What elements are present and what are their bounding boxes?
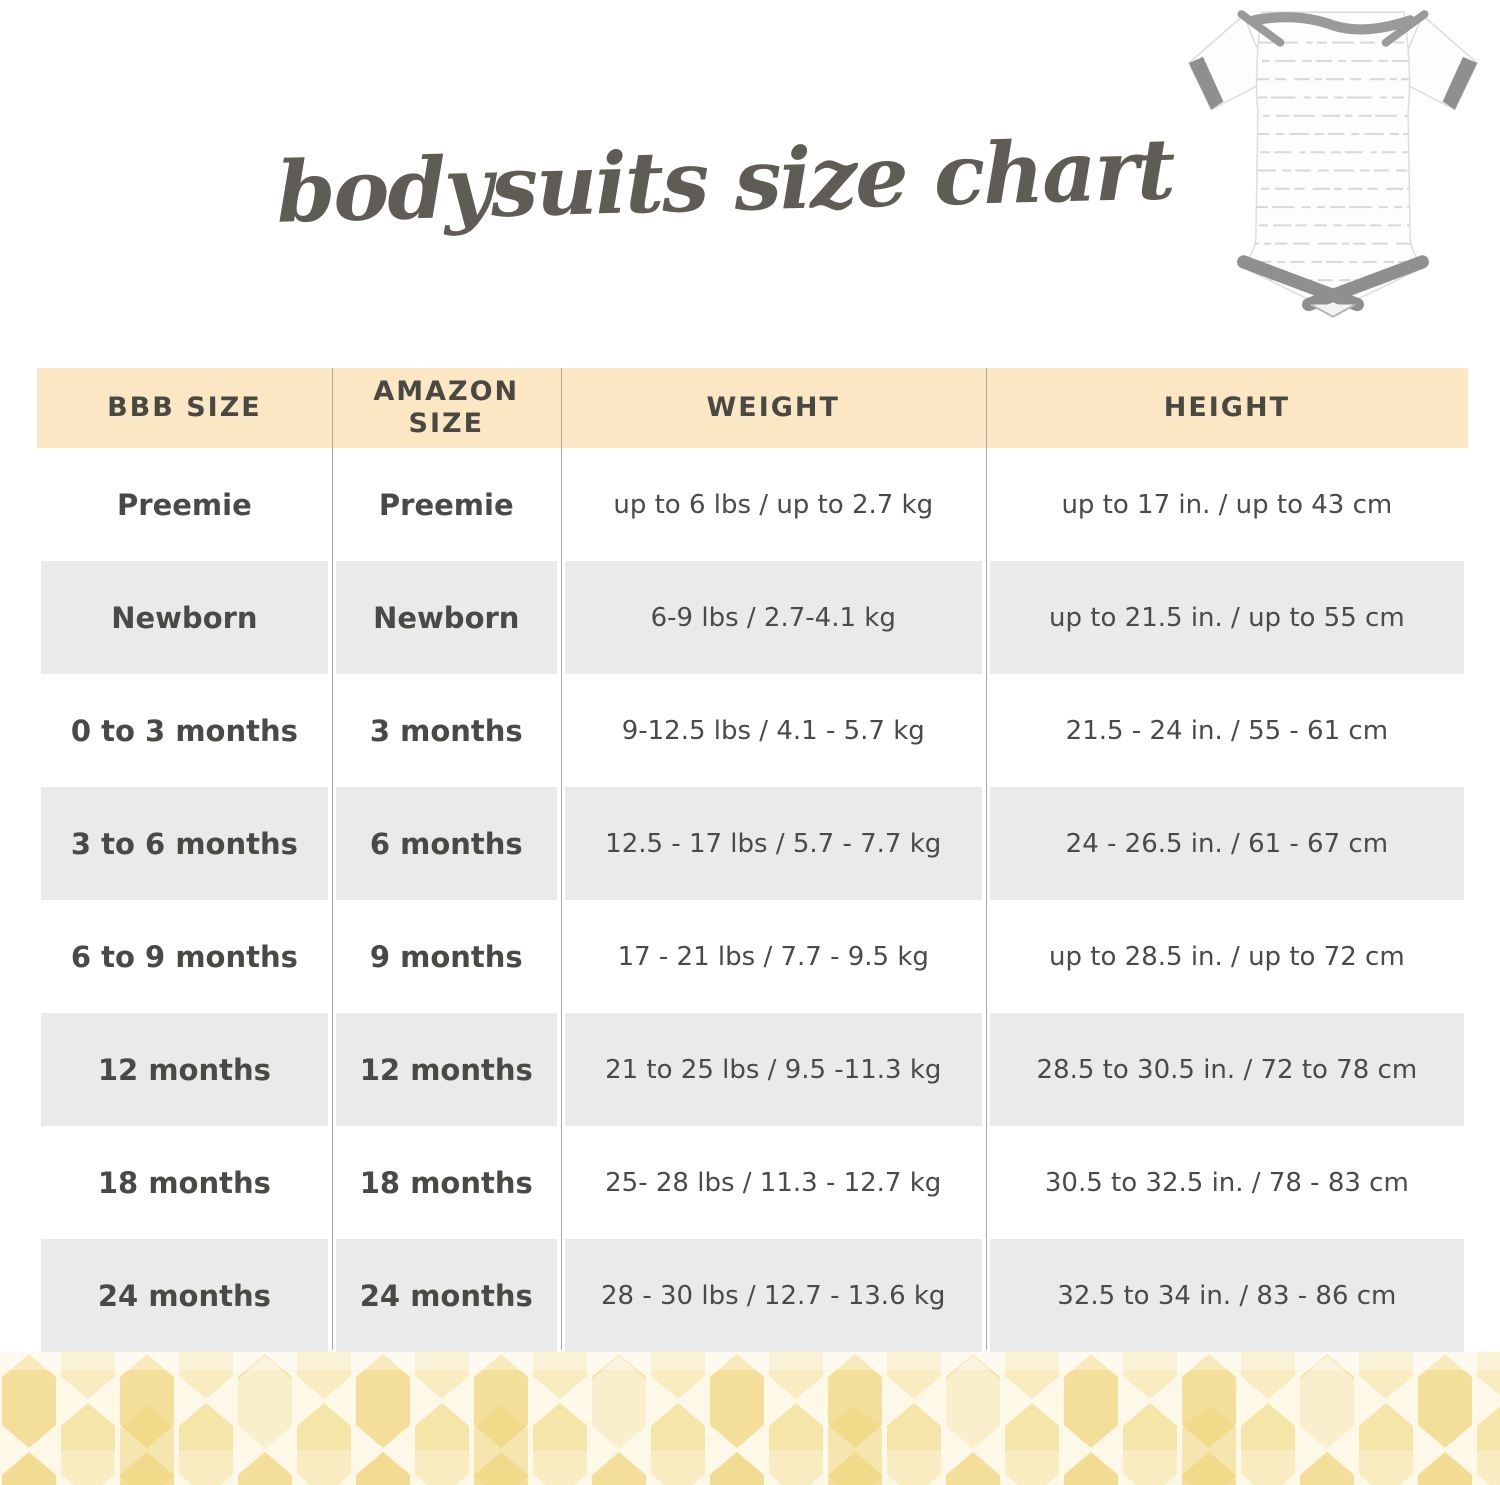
table-cell-height: up to 28.5 in. / up to 72 cm — [1049, 941, 1405, 972]
table-cell-height: 21.5 - 24 in. / 55 - 61 cm — [1065, 715, 1389, 746]
bodysuit-torso — [1242, 12, 1425, 308]
column-header-amazon-size: AMAZON SIZE — [332, 368, 561, 448]
column-divider — [332, 368, 334, 1350]
table-cell-bbb-size: 24 months — [37, 1239, 332, 1352]
table-cell-amazon-size: 12 months — [332, 1013, 561, 1126]
table-cell-amazon-size: 18 months — [359, 1165, 533, 1200]
column-header-weight: WEIGHT — [561, 368, 986, 448]
table-cell-bbb-size: 3 to 6 months — [37, 787, 332, 900]
table-cell-height: 28.5 to 30.5 in. / 72 to 78 cm — [986, 1013, 1468, 1126]
table-cell-bbb-size: 12 months — [37, 1013, 332, 1126]
table-cell-bbb-size: 0 to 3 months — [70, 713, 298, 748]
column-header-height: HEIGHT — [986, 368, 1468, 448]
table-cell-weight: 17 - 21 lbs / 7.7 - 9.5 kg — [617, 941, 929, 972]
size-table — [37, 368, 1468, 1352]
table-cell-height: up to 17 in. / up to 43 cm — [1061, 489, 1393, 520]
table-cell-weight: 9-12.5 lbs / 4.1 - 5.7 kg — [621, 715, 925, 746]
table-cell-weight: 6-9 lbs / 2.7-4.1 kg — [561, 561, 986, 674]
table-cell-amazon-size: 24 months — [332, 1239, 561, 1352]
table-cell-weight: 28 - 30 lbs / 12.7 - 13.6 kg — [561, 1239, 986, 1352]
table-cell-weight: 21 to 25 lbs / 9.5 -11.3 kg — [561, 1013, 986, 1126]
table-cell-amazon-size: 3 months — [369, 713, 523, 748]
table-cell-weight: 12.5 - 17 lbs / 5.7 - 7.7 kg — [561, 787, 986, 900]
table-cell-bbb-size: Newborn — [37, 561, 332, 674]
table-cell-amazon-size: Newborn — [332, 561, 561, 674]
table-cell-height: up to 21.5 in. / up to 55 cm — [986, 561, 1468, 674]
honeycomb-pattern — [0, 1352, 1500, 1485]
column-divider — [561, 368, 563, 1350]
table-cell-weight: 25- 28 lbs / 11.3 - 12.7 kg — [605, 1167, 942, 1198]
table-cell-height: 24 - 26.5 in. / 61 - 67 cm — [986, 787, 1468, 900]
page-title: bodysuits size chart — [275, 119, 1175, 242]
table-cell-amazon-size: Preemie — [378, 487, 514, 522]
table-cell-amazon-size: 6 months — [332, 787, 561, 900]
table-cell-bbb-size: 6 to 9 months — [70, 939, 298, 974]
bodysuit-crotch-flap — [1311, 305, 1356, 317]
baby-bodysuit-photo — [1180, 0, 1486, 335]
table-cell-height: 30.5 to 32.5 in. / 78 - 83 cm — [1044, 1167, 1409, 1198]
table-cell-weight: up to 6 lbs / up to 2.7 kg — [613, 489, 934, 520]
table-cell-bbb-size: Preemie — [117, 487, 252, 522]
column-header-bbb-size: BBB SIZE — [37, 368, 332, 448]
table-cell-bbb-size: 18 months — [97, 1165, 271, 1200]
column-divider — [986, 368, 988, 1350]
table-cell-height: 32.5 to 34 in. / 83 - 86 cm — [986, 1239, 1468, 1352]
table-cell-amazon-size: 9 months — [369, 939, 523, 974]
